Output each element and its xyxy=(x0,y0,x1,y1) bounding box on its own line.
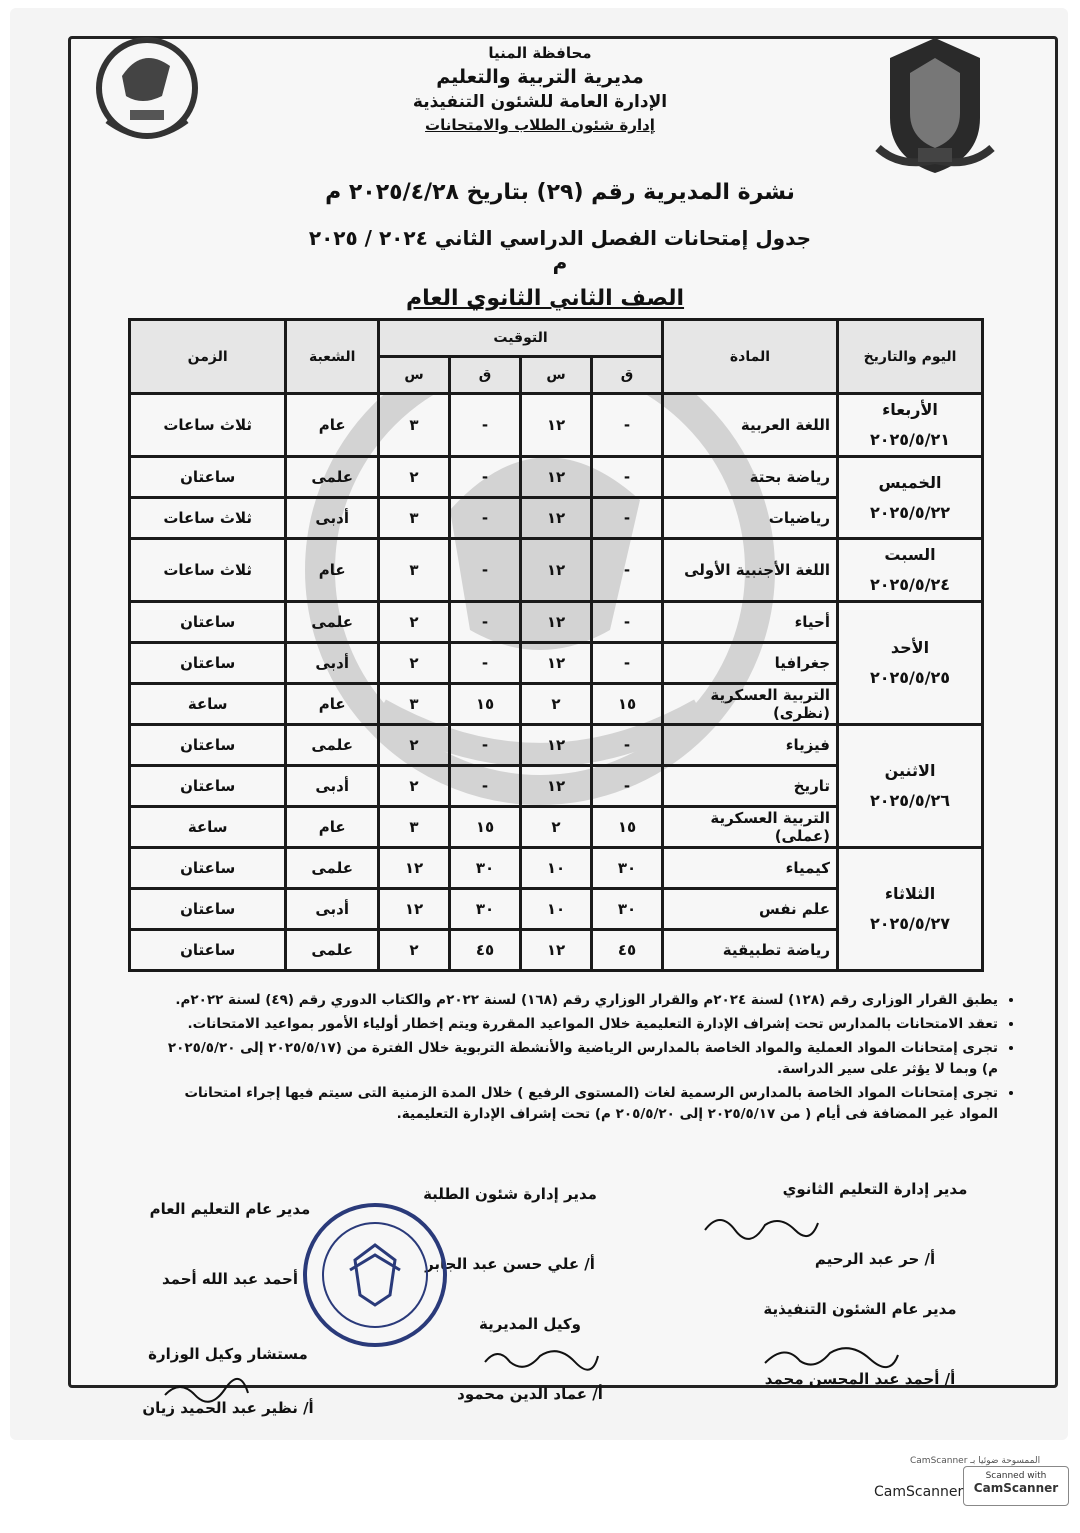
hour-cell-2: ١٢ xyxy=(379,889,450,930)
day-date-cell xyxy=(838,848,983,971)
signature-name: أ/ نظير عبد الحميد زيان xyxy=(142,1399,314,1417)
subject-cell: رياضة بحتة xyxy=(663,457,838,498)
col-header-subject: المادة xyxy=(663,320,838,394)
handwritten-signature-icon xyxy=(760,1335,900,1375)
hour-cell-2: ٣ xyxy=(379,498,450,539)
subject-cell: رياضة تطبيقية xyxy=(663,930,838,971)
col-header-duration: الزمن xyxy=(130,320,286,394)
table-row xyxy=(130,602,983,643)
branch-cell: أدبى xyxy=(286,643,379,684)
branch-cell: عام xyxy=(286,807,379,848)
subject-cell: علم نفس xyxy=(663,889,838,930)
duration-cell: ثلاث ساعات xyxy=(130,539,286,602)
duration-cell: ساعتان xyxy=(130,889,286,930)
camscanner-logo-text: CamScanner xyxy=(973,1481,1059,1495)
duration-cell: ساعتان xyxy=(130,457,286,498)
minute-cell-1: ٣٠ xyxy=(592,848,663,889)
subject-cell: اللغة العربية xyxy=(663,394,838,457)
schedule-title: جدول إمتحانات الفصل الدراسي الثاني ٢٠٢٤ / ٢٠٢٥ م xyxy=(308,226,812,274)
note-item: • يطبق القرار الوزارى رقم (١٢٨) لسنة ٢٠٢٤م والقرار الوزاري رقم (١٦٨) لسنة ٢٠٢٢م والكتاب الدوري رقم (٤٩) لسنة ٢٠٢٢م. xyxy=(150,990,998,1011)
date-label: ٢٠٢٥/٥/٢٢ xyxy=(869,502,951,522)
branch-cell: علمى xyxy=(286,725,379,766)
minute-cell-2: ١٥ xyxy=(450,807,521,848)
minute-cell-2: - xyxy=(450,394,521,457)
minute-cell-1: - xyxy=(592,539,663,602)
duration-cell: ثلاث ساعات xyxy=(130,498,286,539)
hour-cell-1: ٢ xyxy=(521,684,592,725)
subject-cell: التربية العسكرية (نظرى) xyxy=(663,684,838,725)
minute-cell-1: - xyxy=(592,643,663,684)
duration-cell: ساعتان xyxy=(130,930,286,971)
table-row xyxy=(130,725,983,766)
date-label: ٢٠٢٥/٥/٢٧ xyxy=(869,914,951,933)
hour-cell-2: ٢ xyxy=(379,725,450,766)
col-header-branch: الشعبة xyxy=(286,320,379,394)
date-label: ٢٠٢٥/٥/٢٤ xyxy=(869,575,951,594)
minute-cell-1: - xyxy=(592,394,663,457)
subject-cell: اللغة الأجنبية الأولى xyxy=(663,539,838,602)
day-label: الأربعاء xyxy=(882,400,938,419)
branch-cell: علمى xyxy=(286,848,379,889)
day-label: الأحد xyxy=(890,638,930,657)
minute-cell-1: - xyxy=(592,602,663,643)
table-row xyxy=(130,539,983,602)
col-header-timing: التوقيت xyxy=(379,320,663,357)
col-header-day: اليوم والتاريخ xyxy=(838,320,983,394)
header-block xyxy=(330,44,750,138)
minute-cell-2: ٣٠ xyxy=(450,889,521,930)
date-label: ٢٠٢٥/٥/٢٥ xyxy=(869,668,951,687)
subject-cell: جغرافيا xyxy=(663,643,838,684)
minute-cell-2: - xyxy=(450,457,521,498)
scanner-caption: CamScanner الممسوحة ضوئيا بـ xyxy=(910,1456,1041,1466)
branch-cell: أدبى xyxy=(286,498,379,539)
handwritten-signature-icon xyxy=(480,1340,600,1380)
minute-cell-2: - xyxy=(450,539,521,602)
hour-cell-1: ١٠ xyxy=(521,889,592,930)
hour-cell-2: ١٢ xyxy=(379,848,450,889)
duration-cell: ساعتان xyxy=(130,766,286,807)
branch-cell: عام xyxy=(286,394,379,457)
branch-cell: عام xyxy=(286,539,379,602)
branch-cell: عام xyxy=(286,684,379,725)
hour-cell-2: ٣ xyxy=(379,684,450,725)
governorate-label: محافظة المنيا xyxy=(488,44,592,62)
hour-cell-2: ٢ xyxy=(379,602,450,643)
minute-cell-1: ٣٠ xyxy=(592,889,663,930)
duration-cell: ساعة xyxy=(130,684,286,725)
hour-cell-2: ٣ xyxy=(379,394,450,457)
hour-cell-1: ١٢ xyxy=(521,602,592,643)
minute-cell-2: - xyxy=(450,498,521,539)
hour-cell-1: ١٢ xyxy=(521,766,592,807)
signature-title: وكيل المديرية xyxy=(479,1315,581,1333)
subject-cell: التربية العسكرية (عملى) xyxy=(663,807,838,848)
day-date-cell xyxy=(838,602,983,725)
day-date-cell xyxy=(838,539,983,602)
branch-cell: أدبى xyxy=(286,889,379,930)
minute-cell-2: - xyxy=(450,725,521,766)
subject-cell: فيزياء xyxy=(663,725,838,766)
signature-name: أ/ حر عبد الرحيم xyxy=(814,1250,936,1268)
table-body xyxy=(130,394,983,971)
date-label: ٢٠٢٥/٥/٢١ xyxy=(869,430,951,449)
department-label: إدارة شئون الطلاب والامتحانات xyxy=(425,116,655,134)
signature-title: مستشار وكيل الوزارة xyxy=(148,1345,308,1363)
minute-cell-2: - xyxy=(450,643,521,684)
branch-cell: علمى xyxy=(286,930,379,971)
subject-cell: تاريخ xyxy=(663,766,838,807)
col-header-q2: ق xyxy=(450,357,521,394)
hour-cell-1: ١٠ xyxy=(521,848,592,889)
day-label: الثلاثاء xyxy=(884,884,936,903)
general-admin-label: الإدارة العامة للشئون التنفيذية xyxy=(412,92,668,112)
date-label: ٢٠٢٥/٥/٢٦ xyxy=(869,791,951,810)
note-item: • تجرى إمتحانات المواد العملية والمواد الخاصة بالمدارس الرياضية والأنشطة التربوية خلال الفترة من (٢٠٢٥/٥/١٧ إلى ٢٠٢٥/٥/٢٠ م) وبما لا يؤثر على سير الدراسة. xyxy=(150,1038,998,1080)
day-date-cell xyxy=(838,725,983,848)
hour-cell-1: ١٢ xyxy=(521,643,592,684)
hour-cell-2: ٢ xyxy=(379,930,450,971)
col-header-q1: ق xyxy=(592,357,663,394)
signature-title: مدير عام التعليم العام xyxy=(149,1200,311,1218)
governorate-emblem-icon xyxy=(860,28,1010,178)
subject-cell: أحياء xyxy=(663,602,838,643)
hour-cell-2: ٢ xyxy=(379,766,450,807)
hour-cell-1: ١٢ xyxy=(521,930,592,971)
hour-cell-1: ١٢ xyxy=(521,394,592,457)
minute-cell-1: - xyxy=(592,766,663,807)
minute-cell-1: ١٥ xyxy=(592,807,663,848)
minute-cell-2: ٤٥ xyxy=(450,930,521,971)
hour-cell-1: ١٢ xyxy=(521,457,592,498)
branch-cell: علمى xyxy=(286,602,379,643)
hour-cell-2: ٣ xyxy=(379,539,450,602)
note-item: • تعقد الامتحانات بالمدارس تحت إشراف الإدارة التعليمية خلال المواعيد المقررة ويتم إخطار أولياء الأمور بمواعيد الامتحانات. xyxy=(150,1014,998,1035)
note-item: • تجرى إمتحانات المواد الخاصة بالمدارس الرسمية لغات (المستوى الرفيع ) خلال المدة الزمنية التى سيتم فيها إجراء امتحانات المواد غير المضافة فى أيام ( من ٢٠٢٥/٥/١٧ إلى ٢٠٥/٥/٢٠ م) تحت إشراف الإدارة التعليمية. xyxy=(150,1083,998,1125)
day-label: الاثنين xyxy=(884,761,936,780)
day-date-cell xyxy=(838,394,983,457)
grade-title: الصف الثاني الثانوي العام xyxy=(405,286,685,311)
scanned-with-label: Scanned with xyxy=(985,1471,1047,1481)
signature-title: مدير إدارة التعليم الثانوي xyxy=(782,1180,968,1198)
minute-cell-1: - xyxy=(592,457,663,498)
exam-schedule-table xyxy=(128,318,984,972)
signature-name: أ/ عماد الدين محمود xyxy=(457,1385,603,1403)
minute-cell-2: ١٥ xyxy=(450,684,521,725)
duration-cell: ساعتان xyxy=(130,725,286,766)
table-row xyxy=(130,394,983,457)
subject-cell: رياضيات xyxy=(663,498,838,539)
minute-cell-1: - xyxy=(592,725,663,766)
minute-cell-1: ١٥ xyxy=(592,684,663,725)
minute-cell-1: - xyxy=(592,498,663,539)
table-row xyxy=(130,457,983,498)
branch-cell: أدبى xyxy=(286,766,379,807)
hour-cell-1: ٢ xyxy=(521,807,592,848)
hour-cell-1: ١٢ xyxy=(521,725,592,766)
notes-section xyxy=(150,990,1016,1128)
signature-title: مدير عام الشئون التنفيذية xyxy=(763,1300,957,1318)
directorate-logo-icon xyxy=(82,26,212,156)
minute-cell-2: - xyxy=(450,766,521,807)
bulletin-title: نشرة المديرية رقم (٢٩) بتاريخ ٢٠٢٥/٤/٢٨ م xyxy=(325,180,795,205)
directorate-label: مديرية التربية والتعليم xyxy=(436,66,644,88)
camscanner-badge xyxy=(963,1466,1069,1506)
hour-cell-2: ٣ xyxy=(379,807,450,848)
day-label: الخميس xyxy=(878,472,942,492)
duration-cell: ثلاث ساعات xyxy=(130,394,286,457)
signature-name: أ/ أحمد عبد المحسن محمد xyxy=(764,1370,956,1388)
duration-cell: ساعة xyxy=(130,807,286,848)
day-label: السبت xyxy=(884,545,936,564)
hour-cell-1: ١٢ xyxy=(521,498,592,539)
day-date-cell xyxy=(838,457,983,539)
official-stamp-icon xyxy=(300,1200,450,1350)
camscanner-name: CamScanner xyxy=(874,1484,964,1500)
duration-cell: ساعتان xyxy=(130,848,286,889)
subject-cell: كيمياء xyxy=(663,848,838,889)
signature-name: أحمد عبد الله أحمد xyxy=(161,1270,299,1288)
branch-cell: علمى xyxy=(286,457,379,498)
table-row xyxy=(130,848,983,889)
signature-title: مدير إدارة شئون الطلبة xyxy=(423,1185,597,1203)
col-header-s2: س xyxy=(379,357,450,394)
duration-cell: ساعتان xyxy=(130,602,286,643)
hour-cell-1: ١٢ xyxy=(521,539,592,602)
col-header-s1: س xyxy=(521,357,592,394)
minute-cell-2: - xyxy=(450,602,521,643)
hour-cell-2: ٢ xyxy=(379,457,450,498)
hour-cell-2: ٢ xyxy=(379,643,450,684)
signature-name: أ/ علي حسن عبد الجابر xyxy=(425,1255,595,1273)
duration-cell: ساعتان xyxy=(130,643,286,684)
handwritten-signature-icon xyxy=(700,1205,820,1245)
minute-cell-2: ٣٠ xyxy=(450,848,521,889)
handwritten-signature-icon xyxy=(160,1375,250,1405)
minute-cell-1: ٤٥ xyxy=(592,930,663,971)
